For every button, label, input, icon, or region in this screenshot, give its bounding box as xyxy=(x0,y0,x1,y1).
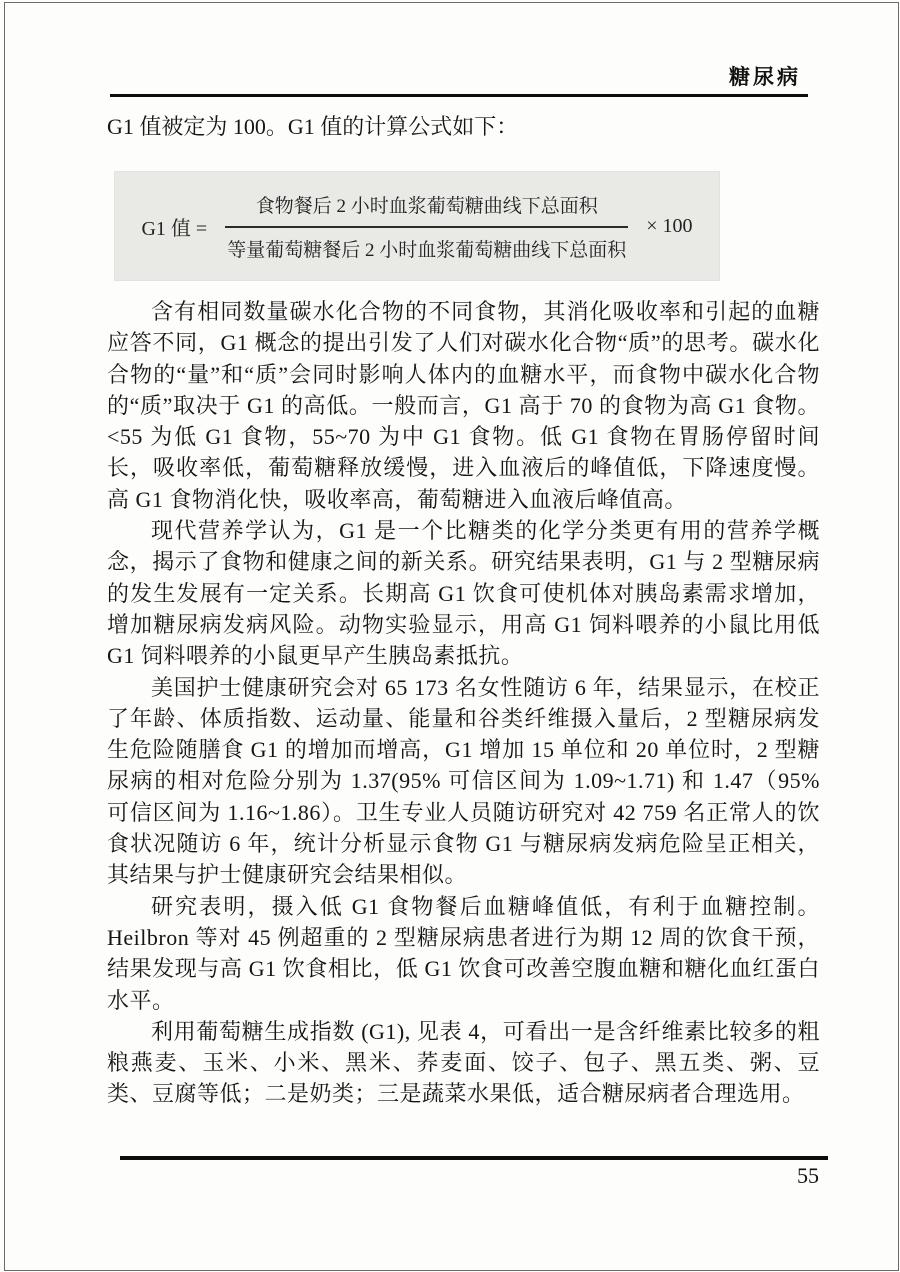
body-paragraph-4: 研究表明，摄入低 G1 食物餐后血糖峰值低，有利于血糖控制。Heilbron 等对 45 例超重的 2 型糖尿病患者进行为期 12 周的饮食干预，结果发现与高 G1 饮食相比，低 G1 饮食可改善空腹血糖和糖化血红蛋白水平。 xyxy=(107,893,820,1013)
page-number: 55 xyxy=(797,1163,819,1188)
footer-rule xyxy=(120,1156,828,1160)
formula-numerator: 食物餐后 2 小时血浆葡萄糖曲线下总面积 xyxy=(255,195,598,217)
body-paragraph-5: 利用葡萄糖生成指数 (G1), 见表 4，可看出一是含纤维素比较多的粗粮燕麦、玉米、小米、黑米、荞麦面、饺子、包子、黑五类、粥、豆类、豆腐等低；二是奶类；三是蔬菜水果低，适合糖尿病者合理选用。 xyxy=(107,1018,820,1107)
running-header-title: 糖尿病 xyxy=(729,66,801,89)
formula-lhs: G1 值 = xyxy=(141,217,208,240)
intro-line: G1 值被定为 100。G1 值的计算公式如下： xyxy=(107,114,519,139)
formula-multiplier: × 100 xyxy=(646,214,693,237)
fraction-bar xyxy=(225,226,628,228)
body-paragraph-1: 含有相同数量碳水化合物的不同食物，其消化吸收率和引起的血糖应答不同，G1 概念的提出引发了人们对碳水化合物“质”的思考。碳水化合物的“量”和“质”会同时影响人体内的血糖水平，而食物中碳水化合物的“质”取决于 G1 的高低。一般而言，G1 高于 70 的食物为高 G1 食物。<55 为低 G1 食物，55~70 为中 G1 食物。低 G1 食物在胃肠停留时间长，吸收率低，葡萄糖释放缓慢，进入血液后的峰值低，下降速度慢。高 G1 食物消化快，吸收率高，葡萄糖进入血液后峰值高。 xyxy=(107,299,820,512)
header-rule xyxy=(110,94,808,97)
body-paragraph-3: 美国护士健康研究会对 65 173 名女性随访 6 年，结果显示，在校正了年龄、体质指数、运动量、能量和谷类纤维摄入量后，2 型糖尿病发生危险随膳食 G1 的增加而增高，G1 增加 15 单位和 20 单位时，2 型糖尿病的相对危险分别为 1.37(95% 可信区间为 1.09~1.71) 和 1.47（95% 可信区间为 1.16~1.86）。卫生专业人员随访研究对 42 759 名正常人的饮食状况随访 6 年，统计分析显示食物 G1 与糖尿病发病危险呈正相关，其结果与护士健康研究会结果相似。 xyxy=(107,674,820,888)
formula-fraction xyxy=(225,191,628,262)
formula-denominator: 等量葡萄糖餐后 2 小时血浆葡萄糖曲线下总面积 xyxy=(227,239,627,261)
body-text-block xyxy=(107,296,820,1110)
body-paragraph-2: 现代营养学认为，G1 是一个比糖类的化学分类更有用的营养学概念，揭示了食物和健康之间的新关系。研究结果表明，G1 与 2 型糖尿病的发生发展有一定关系。长期高 G1 饮食可使机体对胰岛素需求增加，增加糖尿病发病风险。动物实验显示，用高 G1 饲料喂养的小鼠比用低 G1 饲料喂养的小鼠更早产生胰岛素抵抗。 xyxy=(107,518,820,669)
gi-formula-box xyxy=(115,172,719,280)
